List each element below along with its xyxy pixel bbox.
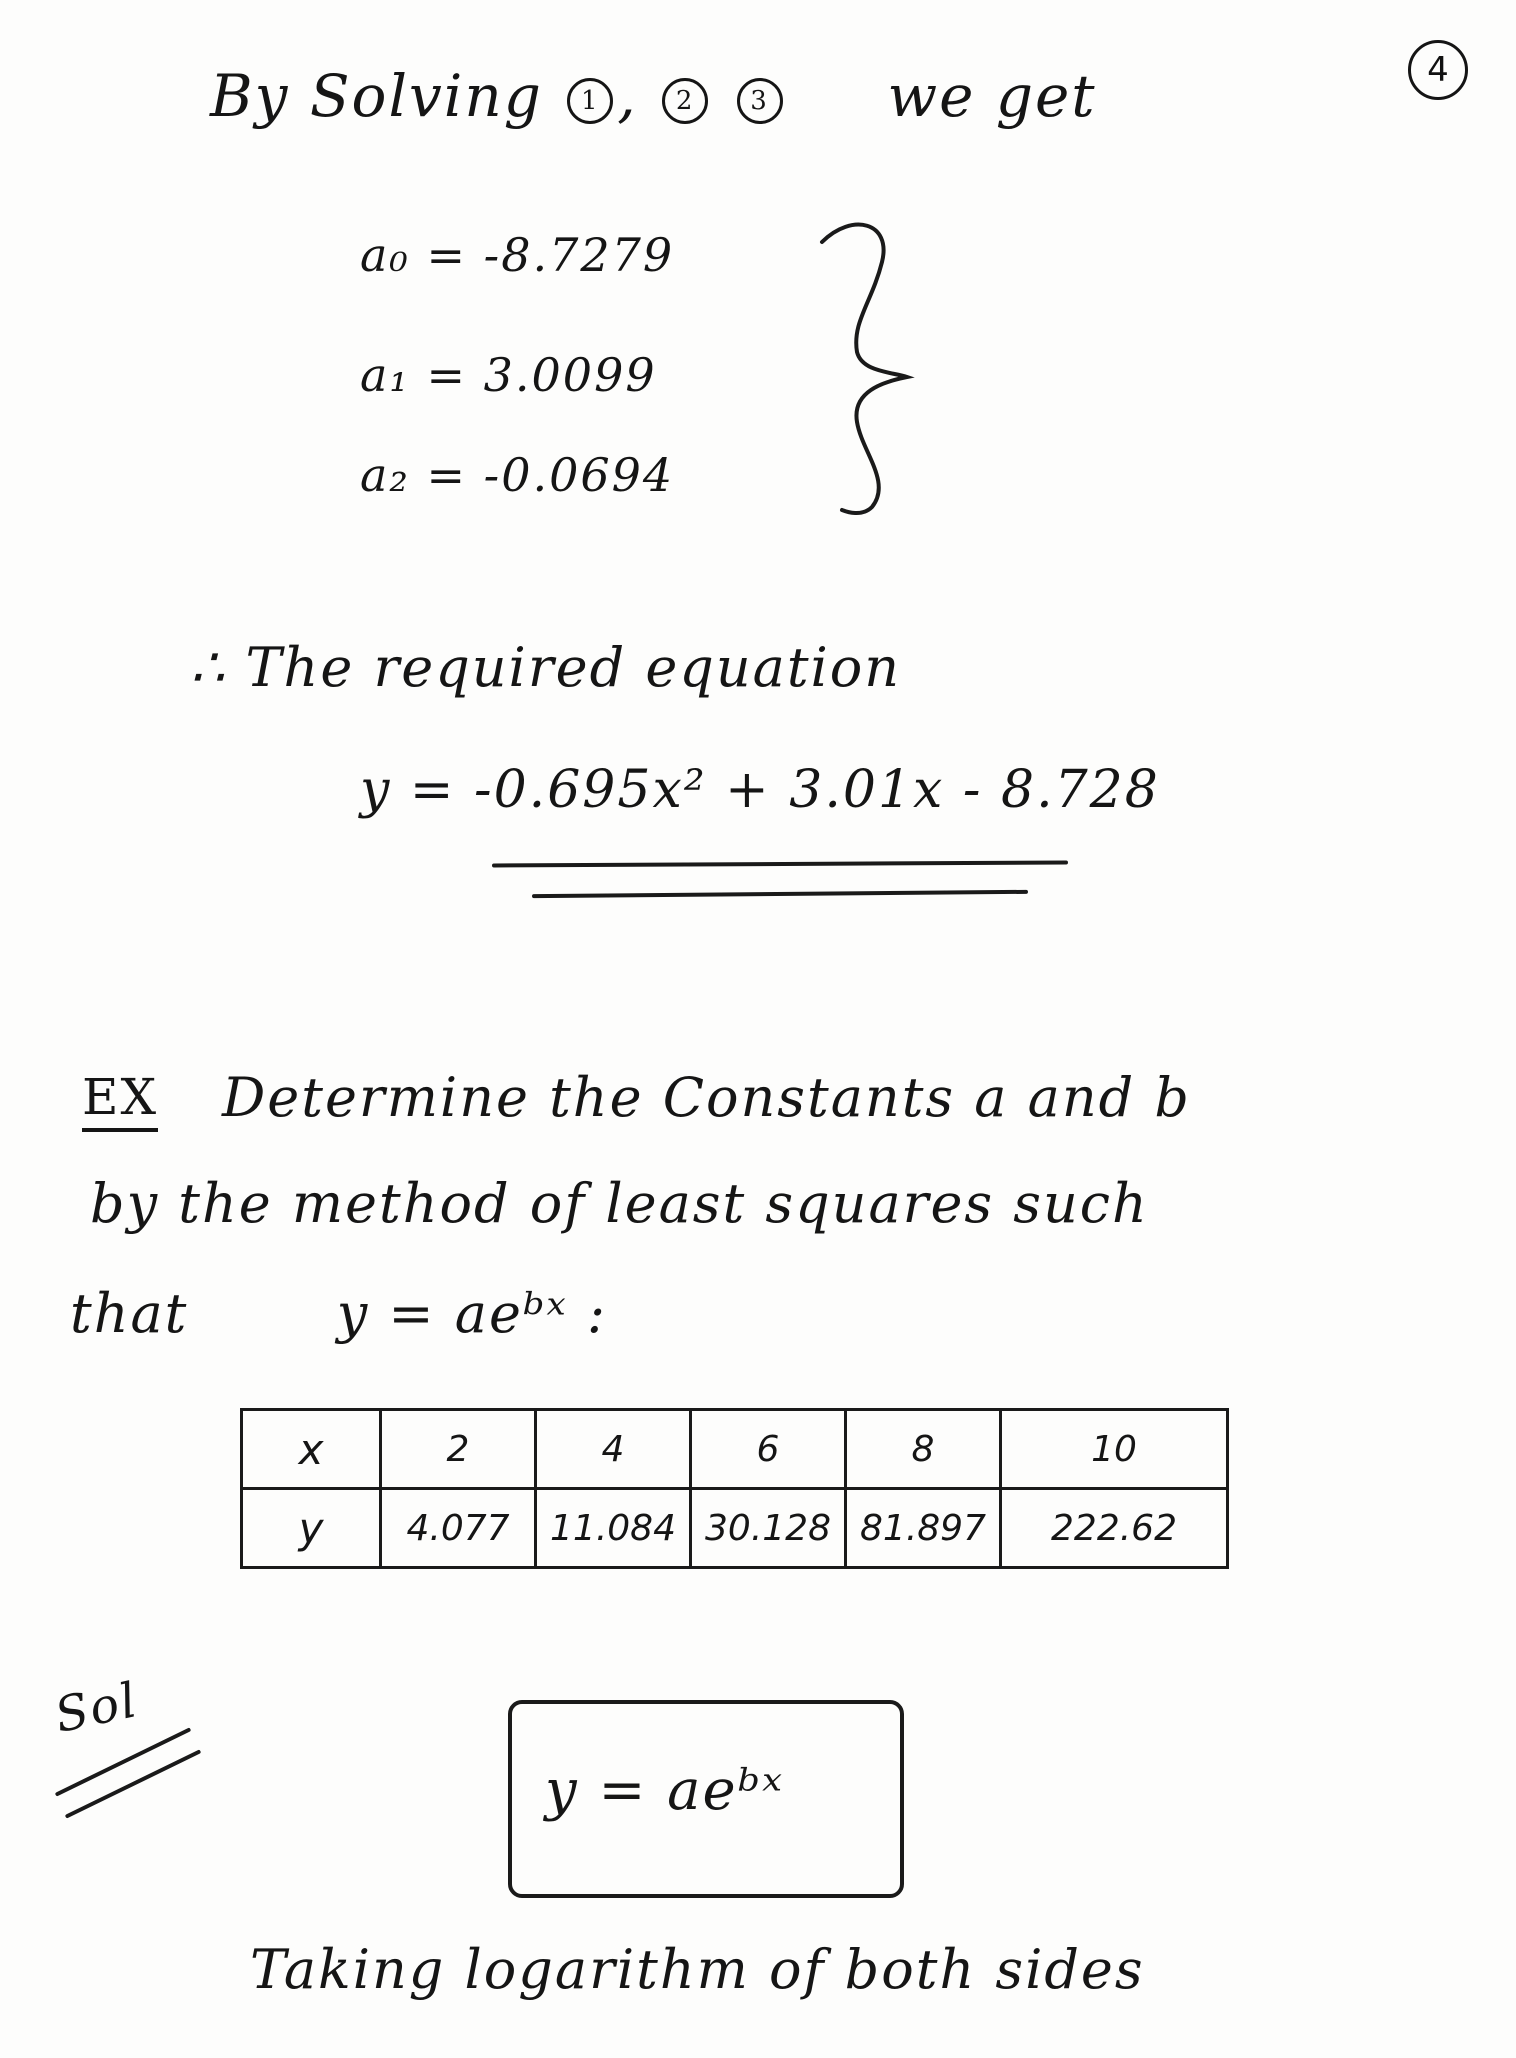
coefficient-a2: a₂ = -0.0694 — [360, 448, 675, 502]
solving-prefix: By Solving — [210, 62, 543, 130]
coefficient-a1: a₁ = 3.0099 — [360, 348, 657, 402]
table-row-label: y — [242, 1489, 381, 1568]
example-label: EX — [82, 1068, 158, 1132]
data-table — [240, 1408, 1229, 1569]
table-cell: 81.897 — [846, 1489, 1001, 1568]
solving-suffix: we get — [887, 62, 1097, 130]
circled-equation-2: 2 — [662, 78, 708, 124]
example-line-2: by the method of least squares such — [90, 1172, 1149, 1235]
final-equation: y = -0.695x² + 3.01x - 8.728 — [360, 760, 1160, 820]
solving-line: By Solving 1 , 2 3 we get — [210, 62, 1097, 130]
example-line-3 — [70, 1282, 607, 1345]
table-cell: 6 — [691, 1410, 846, 1489]
table-cell: 11.084 — [536, 1489, 691, 1568]
coefficient-a0: a₀ = -8.7279 — [360, 228, 675, 282]
table-row — [242, 1410, 1228, 1489]
table-cell: 10 — [1001, 1410, 1228, 1489]
circled-equation-1: 1 — [567, 78, 613, 124]
table-cell: 2 — [381, 1410, 536, 1489]
equation-underline-1 — [492, 860, 1068, 867]
table-row — [242, 1489, 1228, 1568]
page-number: 4 — [1408, 40, 1468, 100]
table-cell: 222.62 — [1001, 1489, 1228, 1568]
table-cell: 8 — [846, 1410, 1001, 1489]
table-row-label: x — [242, 1410, 381, 1489]
boxed-equation: y = aeᵇˣ — [545, 1758, 784, 1823]
next-step-text: Taking logarithm of both sides — [250, 1938, 1145, 2001]
table-cell: 4 — [536, 1410, 691, 1489]
table-cell: 4.077 — [381, 1489, 536, 1568]
conclusion-text: ∴ The required equation — [190, 636, 902, 699]
equation-underline-2 — [532, 890, 1028, 898]
circled-equation-3: 3 — [737, 78, 783, 124]
example-line-3-prefix: that — [70, 1282, 189, 1345]
example-formula: y = aeᵇˣ : — [336, 1282, 608, 1345]
solution-label: Sol — [50, 1671, 144, 1745]
table-cell: 30.128 — [691, 1489, 846, 1568]
solution-underline-2 — [65, 1749, 202, 1818]
example-line-1: Determine the Constants a and b — [222, 1066, 1191, 1129]
curly-brace-icon — [812, 212, 922, 522]
